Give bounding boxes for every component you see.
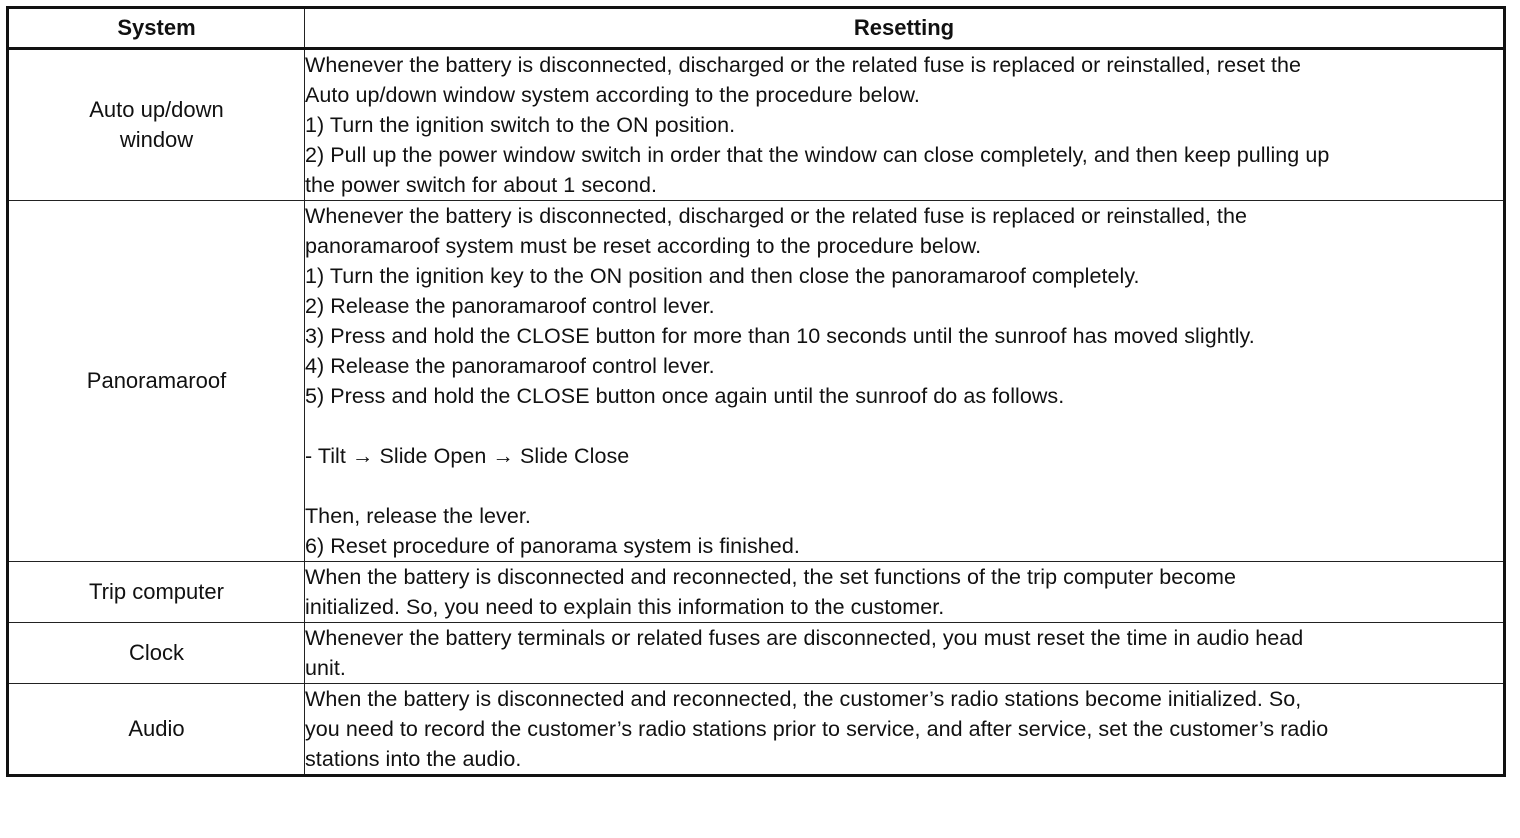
system-cell	[8, 684, 305, 776]
procedure-line: Then, release the lever.	[305, 504, 531, 528]
table-row	[8, 562, 1505, 623]
system-cell	[8, 201, 305, 562]
table-row	[8, 201, 1505, 562]
procedure-line: 6) Reset procedure of panorama system is finished.	[305, 534, 800, 558]
procedure-line: 5) Press and hold the CLOSE button once again until the sunroof do as follows.	[305, 384, 1065, 408]
system-name: Audio	[128, 716, 185, 741]
resetting-cell	[305, 623, 1505, 684]
procedure-line: 3) Press and hold the CLOSE button for more than 10 seconds until the sunroof has moved slightly.	[305, 324, 1255, 348]
procedure-line: you need to record the customer’s radio stations prior to service, and after service, set the customer’s radio	[305, 717, 1329, 741]
procedure-line: 2) Pull up the power window switch in order that the window can close completely, and then keep pulling up	[305, 143, 1330, 167]
procedure-line: 2) Release the panoramaroof control lever.	[305, 294, 715, 318]
header-system: System	[8, 8, 305, 49]
blank-line	[305, 471, 1503, 501]
procedure-line: stations into the audio.	[305, 747, 522, 771]
procedure-line: Auto up/down window system according to the procedure below.	[305, 83, 920, 107]
procedure-line: Whenever the battery is disconnected, discharged or the related fuse is replaced or reinstalled, reset the	[305, 53, 1302, 77]
reset-procedures-table	[6, 6, 1506, 777]
resetting-cell	[305, 684, 1505, 776]
procedure-line: Whenever the battery is disconnected, discharged or the related fuse is replaced or reinstalled, the	[305, 204, 1247, 228]
table-row	[8, 684, 1505, 776]
header-resetting: Resetting	[305, 8, 1505, 49]
system-name: Trip computer	[89, 579, 224, 604]
procedure-line: initialized. So, you need to explain this information to the customer.	[305, 595, 945, 619]
resetting-cell	[305, 201, 1505, 562]
system-name: Clock	[128, 640, 184, 665]
table-body	[8, 49, 1505, 776]
procedure-line: 4) Release the panoramaroof control lever.	[305, 354, 715, 378]
system-cell	[8, 623, 305, 684]
table-row	[8, 49, 1505, 201]
blank-line	[305, 411, 1503, 441]
resetting-cell	[305, 49, 1505, 201]
table-header	[8, 8, 1505, 49]
procedure-line: 1) Turn the ignition switch to the ON position.	[305, 113, 736, 137]
system-name: Auto up/down window	[89, 97, 224, 152]
procedure-line: panoramaroof system must be reset according to the procedure below.	[305, 234, 982, 258]
header-row	[8, 8, 1505, 49]
procedure-line: 1) Turn the ignition key to the ON position and then close the panoramaroof completely.	[305, 264, 1140, 288]
procedure-line: - Tilt → Slide Open → Slide Close	[305, 444, 630, 468]
procedure-line: When the battery is disconnected and reconnected, the set functions of the trip computer become	[305, 565, 1236, 589]
procedure-line: unit.	[305, 656, 346, 680]
system-cell	[8, 49, 305, 201]
system-cell	[8, 562, 305, 623]
table-row	[8, 623, 1505, 684]
procedure-line: Whenever the battery terminals or related fuses are disconnected, you must reset the time in audio head	[305, 626, 1304, 650]
system-name: Panoramaroof	[86, 368, 227, 393]
procedure-line: When the battery is disconnected and reconnected, the customer’s radio stations become initialized. So,	[305, 687, 1302, 711]
procedure-line: the power switch for about 1 second.	[305, 173, 657, 197]
resetting-cell	[305, 562, 1505, 623]
